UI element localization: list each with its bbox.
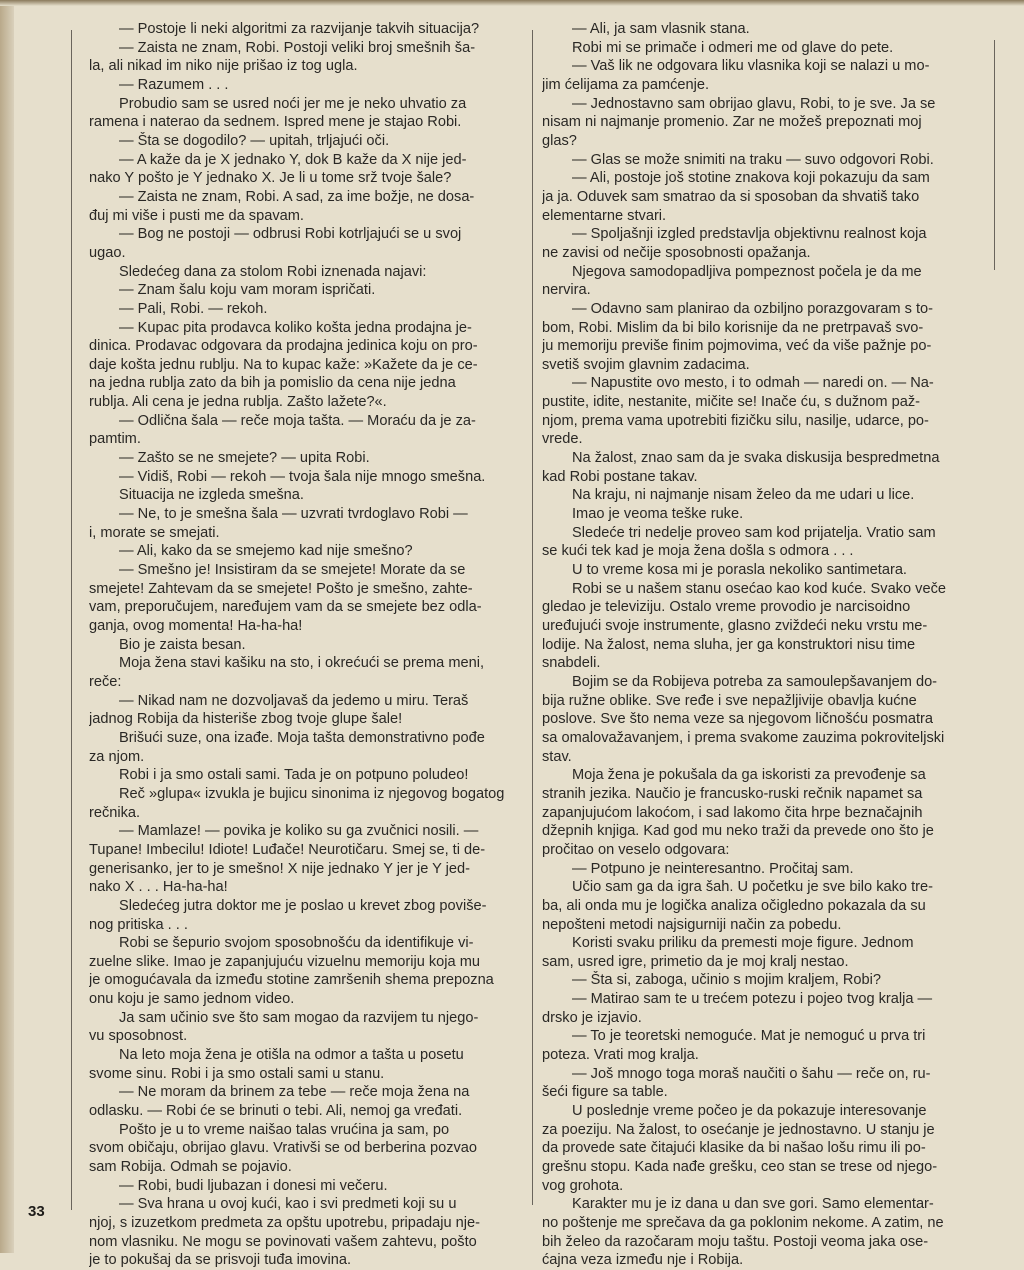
text-line: — A kaže da je X jednako Y, dok B kaže da X nije jed- [119, 151, 467, 168]
text-line: grešnu stopu. Kada nađe grešku, ceo stan se trese od njego- [542, 1159, 938, 1176]
text-line: — Ne, to je smešna šala — uzvrati tvrdoglavo Robi — [119, 506, 468, 523]
text-line: nog pritiska . . . [89, 916, 188, 933]
text-line: — Matirao sam te u trećem potezu i pojeo tvog kralja — [572, 991, 933, 1008]
text-line: Na kraju, ni najmanje nisam želeo da me udari u lice. [572, 487, 915, 504]
text-line: ramena i naterao da sednem. Ispred mene je stajao Robi. [89, 114, 462, 131]
text-line: ja ja. Oduvek sam smatrao da si sposoban da shvatiš tako [542, 188, 920, 205]
text-line: — Šta si, zaboga, učinio s mojim kraljem, Robi? [572, 972, 882, 989]
left-margin-rule [71, 30, 72, 1210]
text-line: je to pokušaj da se prisvoji tuđa imovina. [89, 1252, 352, 1269]
text-line: Na leto moja žena je otišla na odmor a tašta u posetu [119, 1047, 464, 1064]
text-line: se kući tek kad je moja žena došla s odmora . . . [542, 543, 854, 560]
text-line: svom običaju, obrijao glavu. Vrativši se od berberina pozvao [89, 1140, 478, 1157]
text-line: — Zaista ne znam, Robi. Postoji veliki broj smešnih ša- [119, 39, 476, 56]
right-margin-rule [994, 40, 995, 270]
text-line: generisanko, jer to je smešno! X nije jednako Y jer je Y jed- [89, 860, 471, 877]
text-line: smejete! Zahtevam da se smejete! Pošto je smešno, zahte- [89, 580, 473, 597]
text-line: Moja žena je pokušala da ga iskoristi za prevođenje sa [572, 767, 926, 784]
text-line: da provede sate čitajući klasike da bi našao lošu rimu ili po- [542, 1140, 926, 1157]
page-number: 33 [28, 1203, 45, 1220]
page-binding-edge [0, 0, 14, 1253]
page-top-edge [0, 0, 1024, 6]
text-line: — Odlična šala — reče moja tašta. — Moraću da je za- [119, 412, 476, 429]
text-line: — Ali, kako da se smejemo kad nije smešno? [119, 543, 413, 560]
text-line: — Glas se može snimiti na traku — suvo odgovori Robi. [572, 151, 934, 168]
text-line: — Ali, postoje još stotine znakova koji pokazuju da sam [572, 170, 930, 187]
text-line: njoj, s izuzetkom predmeta za opštu upotrebu, pripadaju nje- [89, 1215, 481, 1231]
text-line: reče: [89, 673, 122, 690]
text-line: — Smešno je! Insistiram da se smejete! Morate da se [119, 562, 466, 579]
text-line: onu koju je samo jednom video. [89, 991, 295, 1008]
text-line: Imao je veoma teške ruke. [572, 506, 744, 523]
text-line: za poeziju. Na žalost, to osećanje je jednostavno. U stanju je [542, 1121, 935, 1138]
text-line: jim ćelijama za pamćenje. [542, 76, 710, 93]
text-line: sam, usred igre, primetio da je moj kralj nestao. [542, 953, 849, 970]
text-line: — Napustite ovo mesto, i to odmah — naredi on. — Na- [572, 375, 934, 392]
text-line: elementarne stvari. [542, 207, 667, 224]
text-line: rečnika. [89, 804, 141, 821]
text-line: snabdeli. [542, 655, 601, 672]
text-line: — Postoje li neki algoritmi za razvijanje takvih situacija? [119, 21, 480, 37]
text-line: svetiš svojim glavnim zadacima. [542, 356, 750, 373]
text-line: U poslednje vreme počeo je da pokazuje interesovanje [572, 1103, 927, 1120]
text-line: Tupane! Imbecilu! Idiote! Luđače! Neurotičaru. Smej se, ti de- [89, 841, 486, 858]
text-line: Bojim se da Robijeva potreba za samoulepšavanjem do- [572, 673, 938, 690]
text-line: ugao. [89, 244, 126, 261]
text-line: — Bog ne postoji — odbrusi Robi kotrljajući se u svoj [119, 226, 462, 243]
text-line: — Sva hrana u ovoj kući, kao i svi predmeti koji su u [119, 1196, 457, 1213]
text-line: — Vidiš, Robi — rekoh — tvoja šala nije mnogo smešna. [119, 468, 486, 485]
text-line: glas? [542, 132, 577, 149]
text-line: sa omalovažavanjem, i prema svakome zauzima pokroviteljski [542, 729, 945, 746]
text-line: daje košta jednu rublju. Na to kupac kaže: »Kažete da je ce- [89, 356, 478, 373]
text-line: Karakter mu je iz dana u dan sve gori. Samo elementar- [572, 1196, 934, 1213]
text-line: Brišući suze, ona izađe. Moja tašta demonstrativno pođe [119, 729, 485, 746]
left-text-column [89, 20, 519, 1270]
text-line: nepošteni metodi najsigurniji način za pobedu. [542, 916, 842, 933]
text-line: pustite, idite, nestanite, mičite se! Inače ću, s dužnom paž- [542, 394, 921, 411]
text-line: — Zašto se ne smejete? — upita Robi. [119, 450, 370, 467]
text-line: nako Y pošto je Y jednako X. Je li u tome srž tvoje šale? [89, 170, 452, 187]
text-line: U to vreme kosa mi je porasla nekoliko santimetara. [572, 562, 907, 579]
text-line: — Mamlaze! — povika je koliko su ga zvučnici nosili. — [119, 823, 479, 840]
text-line: nervira. [542, 282, 591, 299]
text-line: — Još mnogo toga moraš naučiti o šahu — reče on, ru- [572, 1065, 931, 1082]
text-line: Sledećeg jutra doktor me je poslao u krevet zbog poviše- [119, 897, 487, 914]
text-line: Moja žena stavi kašiku na sto, i okrećući se prema meni, [119, 655, 485, 672]
text-line: — Odavno sam planirao da ozbiljno porazgovaram s to- [572, 300, 933, 317]
text-line: bom, Robi. Mislim da bi bilo korisnije da ne pretrpavaš svo- [542, 319, 924, 336]
text-line: i, morate se smejati. [89, 524, 220, 541]
text-line: Na žalost, znao sam da je svaka diskusija bespredmetna [572, 450, 940, 467]
text-line: Robi se u našem stanu osećao kao kod kuće. Svako veče [572, 580, 946, 597]
text-line: poslove. Sve što nema veze sa njegovom ličnošću posmatra [542, 711, 933, 728]
text-line: — Razumem . . . [119, 76, 229, 93]
text-line: Situacija ne izgleda smešna. [119, 487, 304, 504]
text-line: kad Robi postane takav. [542, 468, 698, 485]
text-line: — Vaš lik ne odgovara liku vlasnika koji se nalazi u mo- [572, 58, 930, 75]
text-line: đuj mi više i pusti me da spavam. [89, 207, 304, 224]
text-line: ne zavisi od nečije sposobnosti opažanja. [542, 244, 811, 261]
text-line: vu sposobnost. [89, 1028, 188, 1045]
text-line: — Nikad nam ne dozvoljavaš da jedemo u miru. Teraš [119, 692, 469, 709]
text-line: za njom. [89, 748, 145, 765]
text-line: ćajna veza između nje i Robija. [542, 1252, 744, 1269]
text-line: Sledeće tri nedelje proveo sam kod prijatelja. Vratio sam [572, 524, 936, 541]
text-line: na jedna rublja zato da bih ja pomislio da cena nije jedna [89, 375, 456, 392]
text-line: gledao je televiziju. Ostalo vreme provodio je narcisoidno [542, 599, 911, 616]
text-line: jadnog Robija da histeriše zbog tvoje glupe šale! [89, 711, 403, 728]
text-line: — Potpuno je neinteresantno. Pročitaj sam. [572, 860, 854, 877]
text-line: Koristi svaku priliku da premesti moje figure. Jednom [572, 935, 914, 952]
text-line: dinica. Prodavac odgovara da prodajna jedinica koju on pro- [89, 338, 478, 355]
text-line: Pošto je u to vreme naišao talas vrućina ja sam, po [119, 1121, 450, 1138]
text-line: svome sinu. Robi i ja smo ostali sami u stanu. [89, 1065, 385, 1082]
text-line: zuelne slike. Imao je zapanjujuću vizuelnu memoriju koja mu [89, 953, 480, 970]
text-line: rublja. Ali cena je jedna rublja. Zašto lažete?«. [89, 394, 387, 411]
text-line: Bio je zaista besan. [119, 636, 246, 653]
text-line: — Robi, budi ljubazan i donesi mi večeru. [119, 1177, 388, 1194]
text-line: — Zaista ne znam, Robi. A sad, za ime božje, ne dosa- [119, 188, 475, 205]
text-line: zapanjujućom lakoćom, i sad lakomo čita hrpe beznačajnih [542, 804, 923, 821]
text-line: — Ali, ja sam vlasnik stana. [572, 21, 750, 37]
text-line: nom vlasniku. Ne mogu se povinovati vašem zahtevu, pošto [89, 1233, 477, 1250]
text-line: lodije. Na žalost, nema sluha, jer ga konstruktori nisu time [542, 636, 916, 653]
text-line: nisam ni najmanje promenio. Zar ne možeš prepoznati moj [542, 114, 922, 131]
text-line: drsko je izjavio. [542, 1009, 642, 1026]
text-line: uređujući svoje instrumente, glasno zviždeći neku vrstu me- [542, 618, 928, 634]
text-line: Robi se šepurio svojom sposobnošću da identifikuje vi- [119, 935, 474, 952]
text-line: pročitao on veselo odgovara: [542, 841, 730, 858]
text-line: odlasku. — Robi će se brinuti o tebi. Ali, nemoj ga vređati. [89, 1103, 463, 1120]
text-line: je omogućavala da između stotine zamršenih shema prepozna [89, 972, 494, 989]
text-line: bih želeo da razočaram moju taštu. Postoji veoma jaka ose- [542, 1233, 929, 1250]
text-line: la, ali nikad im niko nije prišao iz tog ugla. [89, 58, 358, 75]
text-line: vog grohota. [542, 1177, 624, 1194]
column-divider [532, 30, 533, 1205]
text-line: nako X . . . Ha-ha-ha! [89, 879, 228, 896]
text-line: — Kupac pita prodavca koliko košta jedna prodajna je- [119, 319, 472, 336]
text-line: Ja sam učinio sve što sam mogao da razvijem tu njego- [119, 1009, 479, 1026]
text-line: — Znam šalu koju vam moram ispričati. [119, 282, 376, 299]
text-line: Njegova samodopadljiva pompeznost počela je da me [572, 263, 922, 280]
text-line: — Ne moram da brinem za tebe — reče moja žena na [119, 1084, 470, 1101]
text-line: — To je teoretski nemoguće. Mat je nemoguć u prva tri [572, 1028, 926, 1045]
text-line: sam Robija. Odmah se pojavio. [89, 1159, 292, 1176]
text-line: Robi mi se primače i odmeri me od glave do pete. [572, 39, 894, 56]
text-line: Reč »glupa« izvukla je bujicu sinonima iz njegovog bogatog [119, 785, 505, 802]
text-line: Sledećeg dana za stolom Robi iznenada najavi: [119, 263, 427, 280]
text-line: stav. [542, 748, 572, 765]
text-line: vrede. [542, 431, 583, 448]
text-line: ju memoriju previše finim pojmovima, već da više pažnje po- [542, 338, 932, 355]
text-line: Robi i ja smo ostali sami. Tada je on potpuno poludeo! [119, 767, 469, 784]
text-line: ganja, ovog momenta! Ha-ha-ha! [89, 618, 303, 634]
text-line: — Šta se dogodilo? — upitah, trljajući oči. [119, 132, 390, 149]
text-line: vam, preporučujem, naređujem vam da se smejete bez odla- [89, 599, 482, 616]
text-line: pamtim. [89, 431, 141, 448]
text-line: njom, prema vama upotrebiti fizičku silu, nasilje, udarce, po- [542, 412, 929, 429]
text-line: ba, ali onda mu je logička analiza očigledno pokazala da su [542, 897, 926, 914]
text-line: — Jednostavno sam obrijao glavu, Robi, to je sve. Ja se [572, 95, 936, 112]
text-line: bija ružne oblike. Sve ređe i sve nepažljivije obavlja kućne [542, 692, 917, 709]
text-line: stranih jezika. Naučio je francusko-ruski rečnik napamet sa [542, 785, 923, 802]
text-line: džepnih knjiga. Kad god mu neko traži da prevede ono što je [542, 823, 934, 840]
text-line: poteza. Vrati mog kralja. [542, 1047, 699, 1064]
text-line: šeći figure sa table. [542, 1084, 668, 1101]
text-line: Probudio sam se usred noći jer me je neko uhvatio za [119, 95, 467, 112]
right-text-column [542, 20, 974, 1270]
text-line: no poštenje me sprečava da ga poklonim nekome. A zatim, ne [542, 1215, 944, 1231]
text-line: — Spoljašnji izgled predstavlja objektivnu realnost koja [572, 226, 927, 243]
text-line: — Pali, Robi. — rekoh. [119, 300, 268, 317]
text-line: Učio sam ga da igra šah. U početku je sve bilo kako tre- [572, 879, 933, 896]
